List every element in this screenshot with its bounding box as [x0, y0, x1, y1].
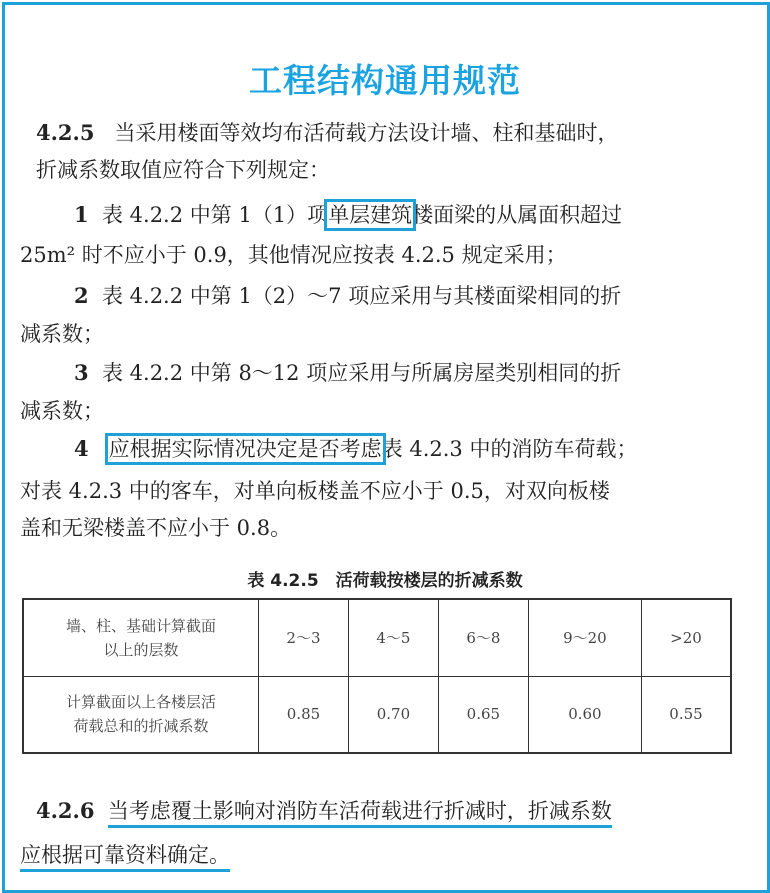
table-cell: 0.60: [528, 676, 641, 753]
clause-426-line1: [36, 797, 612, 825]
row-header: [23, 599, 259, 676]
highlight-box-single-storey: 单层建筑: [328, 203, 413, 227]
item-3-line1: [74, 359, 621, 387]
table-cell: 9～20: [528, 599, 641, 676]
table-row: [23, 676, 731, 753]
item-text: 表 4.2.3 中的消防车荷载；: [381, 437, 638, 461]
row-header-line: 墙、柱、基础计算截面: [65, 616, 216, 635]
row-header: [23, 676, 259, 753]
underlined-text: 应根据可靠资料确定。: [20, 843, 230, 872]
item-text: 表 4.2.2 中第 8～12 项应采用与所属房屋类别相同的折: [101, 361, 622, 385]
item-2-line2: 减系数；: [20, 322, 104, 346]
table-cell: 2～3: [259, 599, 349, 676]
clause-426-line2: [20, 841, 230, 869]
item-2-line1: [74, 282, 621, 310]
table-cell: 4～5: [348, 599, 438, 676]
item-number: 2: [74, 283, 89, 308]
table-row: [23, 599, 731, 676]
reduction-factor-table: [22, 598, 732, 754]
clause-text: 当采用楼面等效均布活荷载方法设计墙、柱和基础时，: [114, 121, 619, 145]
clause-425-line1: [36, 119, 619, 147]
clause-number: 4.2.5: [36, 120, 95, 145]
table-cell: 0.85: [259, 676, 349, 753]
table-cell: >20: [641, 599, 731, 676]
clause-number: 4.2.6: [36, 798, 95, 823]
clause-425-line2: 折减系数取值应符合下列规定：: [36, 158, 330, 182]
row-header-line: 以上的层数: [103, 640, 179, 659]
item-number: 1: [74, 202, 89, 227]
item-number: 3: [74, 360, 89, 385]
underlined-text: 当考虑覆土影响对消防车活荷载进行折减时，折减系数: [108, 799, 612, 828]
table-cell: 0.65: [438, 676, 528, 753]
item-1-line2: 25m² 时不应小于 0.9，其他情况应按表 4.2.5 规定采用；: [20, 243, 567, 267]
item-text: 楼面梁的从属面积超过: [412, 203, 623, 227]
item-1-line1: [74, 201, 622, 229]
item-number: 4: [74, 436, 89, 461]
item-text: 表 4.2.2 中第 1（1）项: [101, 203, 329, 227]
item-text: 表 4.2.2 中第 1（2）～7 项应采用与其楼面梁相同的折: [101, 284, 622, 308]
item-4-line2: 对表 4.2.3 中的客车，对单向板楼盖不应小于 0.5，对双向板楼: [20, 479, 610, 503]
table-cell: 0.70: [348, 676, 438, 753]
table-cell: 6～8: [438, 599, 528, 676]
item-4-line1: [74, 435, 637, 463]
highlight-box-consider: 应根据实际情况决定是否考虑: [108, 437, 382, 461]
item-3-line2: 减系数；: [20, 399, 104, 423]
item-4-line3: 盖和无梁楼盖不应小于 0.8。: [20, 516, 292, 540]
page-title: 工程结构通用规范: [249, 61, 521, 100]
row-header-line: 荷载总和的折减系数: [73, 717, 209, 736]
table-caption: 表 4.2.5 活荷载按楼层的折减系数: [247, 571, 523, 591]
table-cell: 0.55: [641, 676, 731, 753]
row-header-line: 计算截面以上各楼层活: [65, 693, 216, 712]
